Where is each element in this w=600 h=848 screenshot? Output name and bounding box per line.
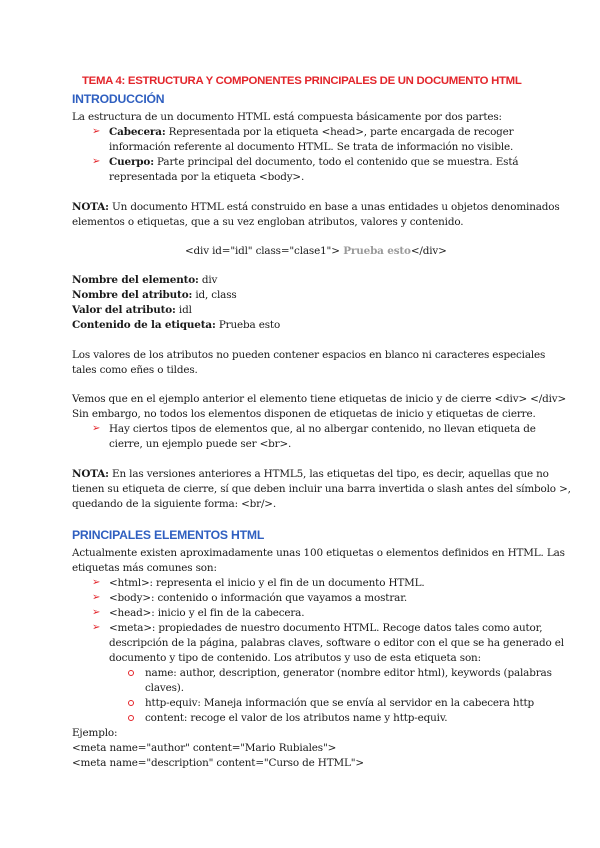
bullet-cabecera-line2: información referente al documento HTML. Se trata de información no visible. [109, 141, 514, 153]
list-item-meta-line3: documento y tipo de contenido. Los atributos y uso de esta etiqueta son: [109, 652, 481, 664]
list-item-meta-line2: descripción de la página, palabras claves, software o editor con el que se ha generado el [109, 637, 564, 649]
arrow-bullet-icon: ➢ [92, 607, 101, 618]
heading-principales-elementos: PRINCIPALES ELEMENTOS HTML [72, 528, 265, 542]
bullet-br-line2: cierre, un ejemplo puede ser <br>. [109, 438, 292, 450]
definition-value: id, class [192, 289, 237, 301]
nota2-line3: quedando de la siguiente forma: <br/>. [72, 498, 277, 510]
arrow-bullet-icon: ➢ [92, 423, 101, 434]
nota1-line2: elementos o etiquetas, que a su vez engloban atributos, valores y contenido. [72, 216, 464, 228]
arrow-bullet-icon: ➢ [92, 156, 101, 167]
bullet-br-line1: Hay ciertos tipos de elementos que, al no albergar contenido, no llevan etiqueta de [109, 423, 536, 435]
arrow-bullet-icon: ➢ [92, 126, 101, 137]
circle-bullet-icon [128, 670, 134, 676]
bullet-cabecera [109, 125, 514, 140]
example-code [185, 244, 447, 259]
definition-row [72, 303, 192, 318]
paragraph-attributes-line2: tales como eñes o tildes. [72, 364, 198, 376]
definition-row [72, 273, 217, 288]
example-content: Prueba esto [339, 245, 411, 257]
bullet-text: Parte principal del documento, todo el contenido que se muestra. Está [153, 156, 519, 168]
code-line-author: <meta name="author" content="Mario Rubiales"> [72, 742, 337, 754]
definition-label: Valor del atributo: [72, 304, 176, 316]
nota-label: NOTA: [72, 468, 109, 480]
paragraph-tags-line2: Sin embargo, no todos los elementos disponen de etiquetas de inicio y etiquetas de cierre. [72, 408, 536, 420]
bullet-term: Cabecera: [109, 126, 166, 138]
circle-bullet-icon [128, 715, 134, 721]
ejemplo-label: Ejemplo: [72, 727, 118, 739]
list-item-html: <html>: representa el inicio y el fin de un documento HTML. [109, 577, 425, 589]
nota-text: En las versiones anteriores a HTML5, las etiquetas del tipo, es decir, aquellas que no [108, 468, 549, 480]
bullet-term: Cuerpo: [109, 156, 154, 168]
arrow-bullet-icon: ➢ [92, 592, 101, 603]
definition-value: idl [175, 304, 192, 316]
paragraph-attributes-line1: Los valores de los atributos no pueden contener espacios en blanco ni caracteres especiales [72, 349, 546, 361]
definition-row [72, 318, 280, 333]
example-tag: <div id="idl" class="clase1"> [185, 245, 340, 257]
subitem-content: content: recoge el valor de los atributos name y http-equiv. [145, 712, 448, 724]
arrow-bullet-icon: ➢ [92, 577, 101, 588]
list-item-body: <body>: contenido o información que vayamos a mostrar. [109, 592, 408, 604]
bullet-text: Representada por la etiqueta <head>, parte encargada de recoger [165, 126, 514, 138]
definition-value: div [198, 274, 218, 286]
section2-intro-line2: etiquetas más comunes son: [72, 562, 217, 574]
bullet-cuerpo-line2: representada por la etiqueta <body>. [109, 171, 305, 183]
document-title: TEMA 4: ESTRUCTURA Y COMPONENTES PRINCIPALES DE UN DOCUMENTO HTML [82, 75, 522, 87]
bullet-cuerpo [109, 155, 518, 170]
nota1-line1 [72, 200, 560, 215]
nota2-line2: tienen su etiqueta de cierre, sí que deben incluir una barra invertida o slash antes del símbolo >, [72, 483, 571, 495]
list-item-meta-line1: <meta>: propiedades de nuestro documento HTML. Recoge datos tales como autor, [109, 622, 543, 634]
heading-introduccion: INTRODUCCIÓN [72, 92, 165, 106]
subitem-http-equiv: http-equiv: Maneja información que se envía al servidor en la cabecera http [145, 697, 535, 709]
arrow-bullet-icon: ➢ [92, 622, 101, 633]
definition-value: Prueba esto [215, 319, 281, 331]
definition-label: Contenido de la etiqueta: [72, 319, 216, 331]
nota2-line1 [72, 467, 549, 482]
example-close: </div> [410, 245, 447, 257]
definition-label: Nombre del elemento: [72, 274, 199, 286]
subitem-name-line2: claves). [145, 682, 184, 694]
paragraph-tags-line1: Vemos que en el ejemplo anterior el elemento tiene etiquetas de inicio y de cierre <div> </div> [72, 393, 567, 405]
list-item-head: <head>: inicio y el fin de la cabecera. [109, 607, 305, 619]
code-line-description: <meta name="description" content="Curso de HTML"> [72, 757, 364, 769]
nota-text: Un documento HTML está construido en base a unas entidades u objetos denominados [108, 201, 560, 213]
circle-bullet-icon [128, 700, 134, 706]
definition-label: Nombre del atributo: [72, 289, 193, 301]
section2-intro-line1: Actualmente existen aproximadamente unas 100 etiquetas o elementos definidos en HTML. Las [72, 547, 565, 559]
definition-row [72, 288, 237, 303]
nota-label: NOTA: [72, 201, 109, 213]
intro-paragraph: La estructura de un documento HTML está compuesta básicamente por dos partes: [72, 111, 502, 123]
subitem-name-line1: name: author, description, generator (nombre editor html), keywords (palabras [145, 667, 552, 679]
